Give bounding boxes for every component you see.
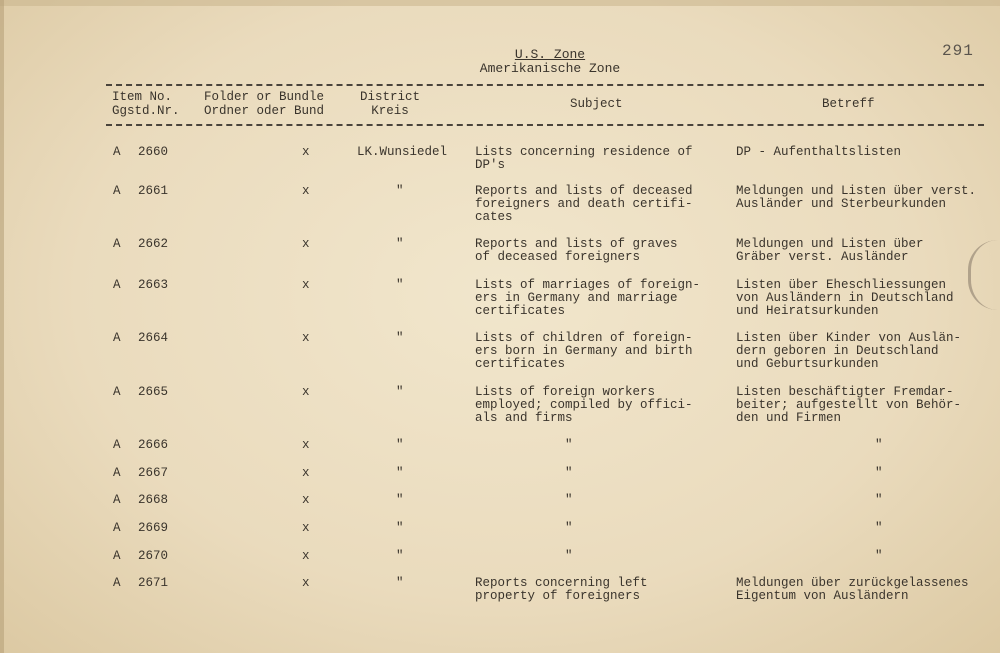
subject-cell: Lists of marriages of foreign- ers in Germany and marriage certificates (475, 278, 701, 318)
item-prefix: A (113, 521, 121, 535)
item-number: 2671 (138, 576, 169, 590)
betreff-cell: Listen über Eheschliessungen von Ausländern in Deutschland und Heiratsurkunden (736, 278, 954, 318)
subject-cell: Lists concerning residence of DP's (475, 145, 693, 172)
folder-mark: x (302, 549, 310, 563)
betreff-cell: " (875, 549, 883, 563)
betreff-cell: Meldungen und Listen über verst. Ausländer und Sterbeurkunden (736, 184, 977, 211)
item-number: 2666 (138, 438, 169, 452)
district-cell: " (396, 576, 404, 590)
folder-mark: x (302, 237, 310, 251)
subject-cell: " (565, 493, 573, 507)
subject-cell: " (565, 549, 573, 563)
zone-title: U.S. Zone (514, 47, 586, 62)
betreff-cell: " (875, 493, 883, 507)
item-number: 2663 (138, 278, 169, 292)
header-folder: Folder or Bundle Ordner oder Bund (204, 90, 325, 118)
folder-mark: x (302, 438, 310, 452)
item-number: 2670 (138, 549, 169, 563)
folder-mark: x (302, 385, 310, 399)
header-betreff: Betreff (822, 97, 875, 111)
paper-clip-shadow (968, 240, 1000, 310)
zone-heading (420, 48, 680, 76)
item-prefix: A (113, 576, 121, 590)
item-prefix: A (113, 237, 121, 251)
subject-cell: " (565, 438, 573, 452)
paper-edge-top (0, 0, 1000, 6)
item-number: 2668 (138, 493, 169, 507)
district-cell: " (396, 184, 404, 198)
district-cell: " (396, 466, 404, 480)
item-number: 2664 (138, 331, 169, 345)
betreff-cell: Listen beschäftigter Fremdar- beiter; aufgestellt von Behör- den und Firmen (736, 385, 962, 425)
betreff-cell: Meldungen und Listen über Gräber verst. Ausländer (736, 237, 924, 264)
subject-cell: Reports concerning left property of foreigners (475, 576, 648, 603)
item-prefix: A (113, 184, 121, 198)
district-cell: " (396, 549, 404, 563)
item-prefix: A (113, 331, 121, 345)
subject-cell: " (565, 466, 573, 480)
folder-mark: x (302, 331, 310, 345)
folder-mark: x (302, 184, 310, 198)
header-item-no: Item No. Ggstd.Nr. (112, 90, 180, 118)
folder-mark: x (302, 466, 310, 480)
item-number: 2667 (138, 466, 169, 480)
district-cell: " (396, 521, 404, 535)
item-number: 2669 (138, 521, 169, 535)
item-prefix: A (113, 145, 121, 159)
item-prefix: A (113, 438, 121, 452)
header-district: District Kreis (360, 90, 421, 118)
subject-cell: Lists of children of foreign- ers born in Germany and birth certificates (475, 331, 693, 371)
folder-mark: x (302, 521, 310, 535)
subject-cell: " (565, 521, 573, 535)
district-cell: " (396, 438, 404, 452)
subject-cell: Lists of foreign workers employed; compiled by offici- als and firms (475, 385, 693, 425)
item-number: 2660 (138, 145, 169, 159)
folder-mark: x (302, 145, 310, 159)
item-number: 2665 (138, 385, 169, 399)
district-cell: " (396, 331, 404, 345)
district-cell: LK.Wunsiedel (357, 145, 448, 159)
item-prefix: A (113, 493, 121, 507)
header-rule-top (106, 84, 984, 86)
item-prefix: A (113, 549, 121, 563)
betreff-cell: DP - Aufenthaltslisten (736, 145, 902, 159)
betreff-cell: " (875, 521, 883, 535)
betreff-cell: " (875, 438, 883, 452)
item-number: 2661 (138, 184, 169, 198)
betreff-cell: Listen über Kinder von Auslän- dern geboren in Deutschland und Geburtsurkunden (736, 331, 962, 371)
folder-mark: x (302, 576, 310, 590)
subject-cell: Reports and lists of graves of deceased foreigners (475, 237, 678, 264)
betreff-cell: Meldungen über zurückgelassenes Eigentum von Ausländern (736, 576, 969, 603)
folder-mark: x (302, 493, 310, 507)
district-cell: " (396, 278, 404, 292)
header-subject: Subject (570, 97, 623, 111)
district-cell: " (396, 385, 404, 399)
paper-edge-left (0, 0, 4, 653)
subject-cell: Reports and lists of deceased foreigners and death certifi- cates (475, 184, 693, 224)
item-prefix: A (113, 385, 121, 399)
folder-mark: x (302, 278, 310, 292)
district-cell: " (396, 493, 404, 507)
betreff-cell: " (875, 466, 883, 480)
district-cell: " (396, 237, 404, 251)
header-rule-bottom (106, 124, 984, 126)
page-number: 291 (942, 42, 974, 60)
item-prefix: A (113, 466, 121, 480)
zone-subtitle: Amerikanische Zone (479, 61, 621, 76)
item-prefix: A (113, 278, 121, 292)
item-number: 2662 (138, 237, 169, 251)
